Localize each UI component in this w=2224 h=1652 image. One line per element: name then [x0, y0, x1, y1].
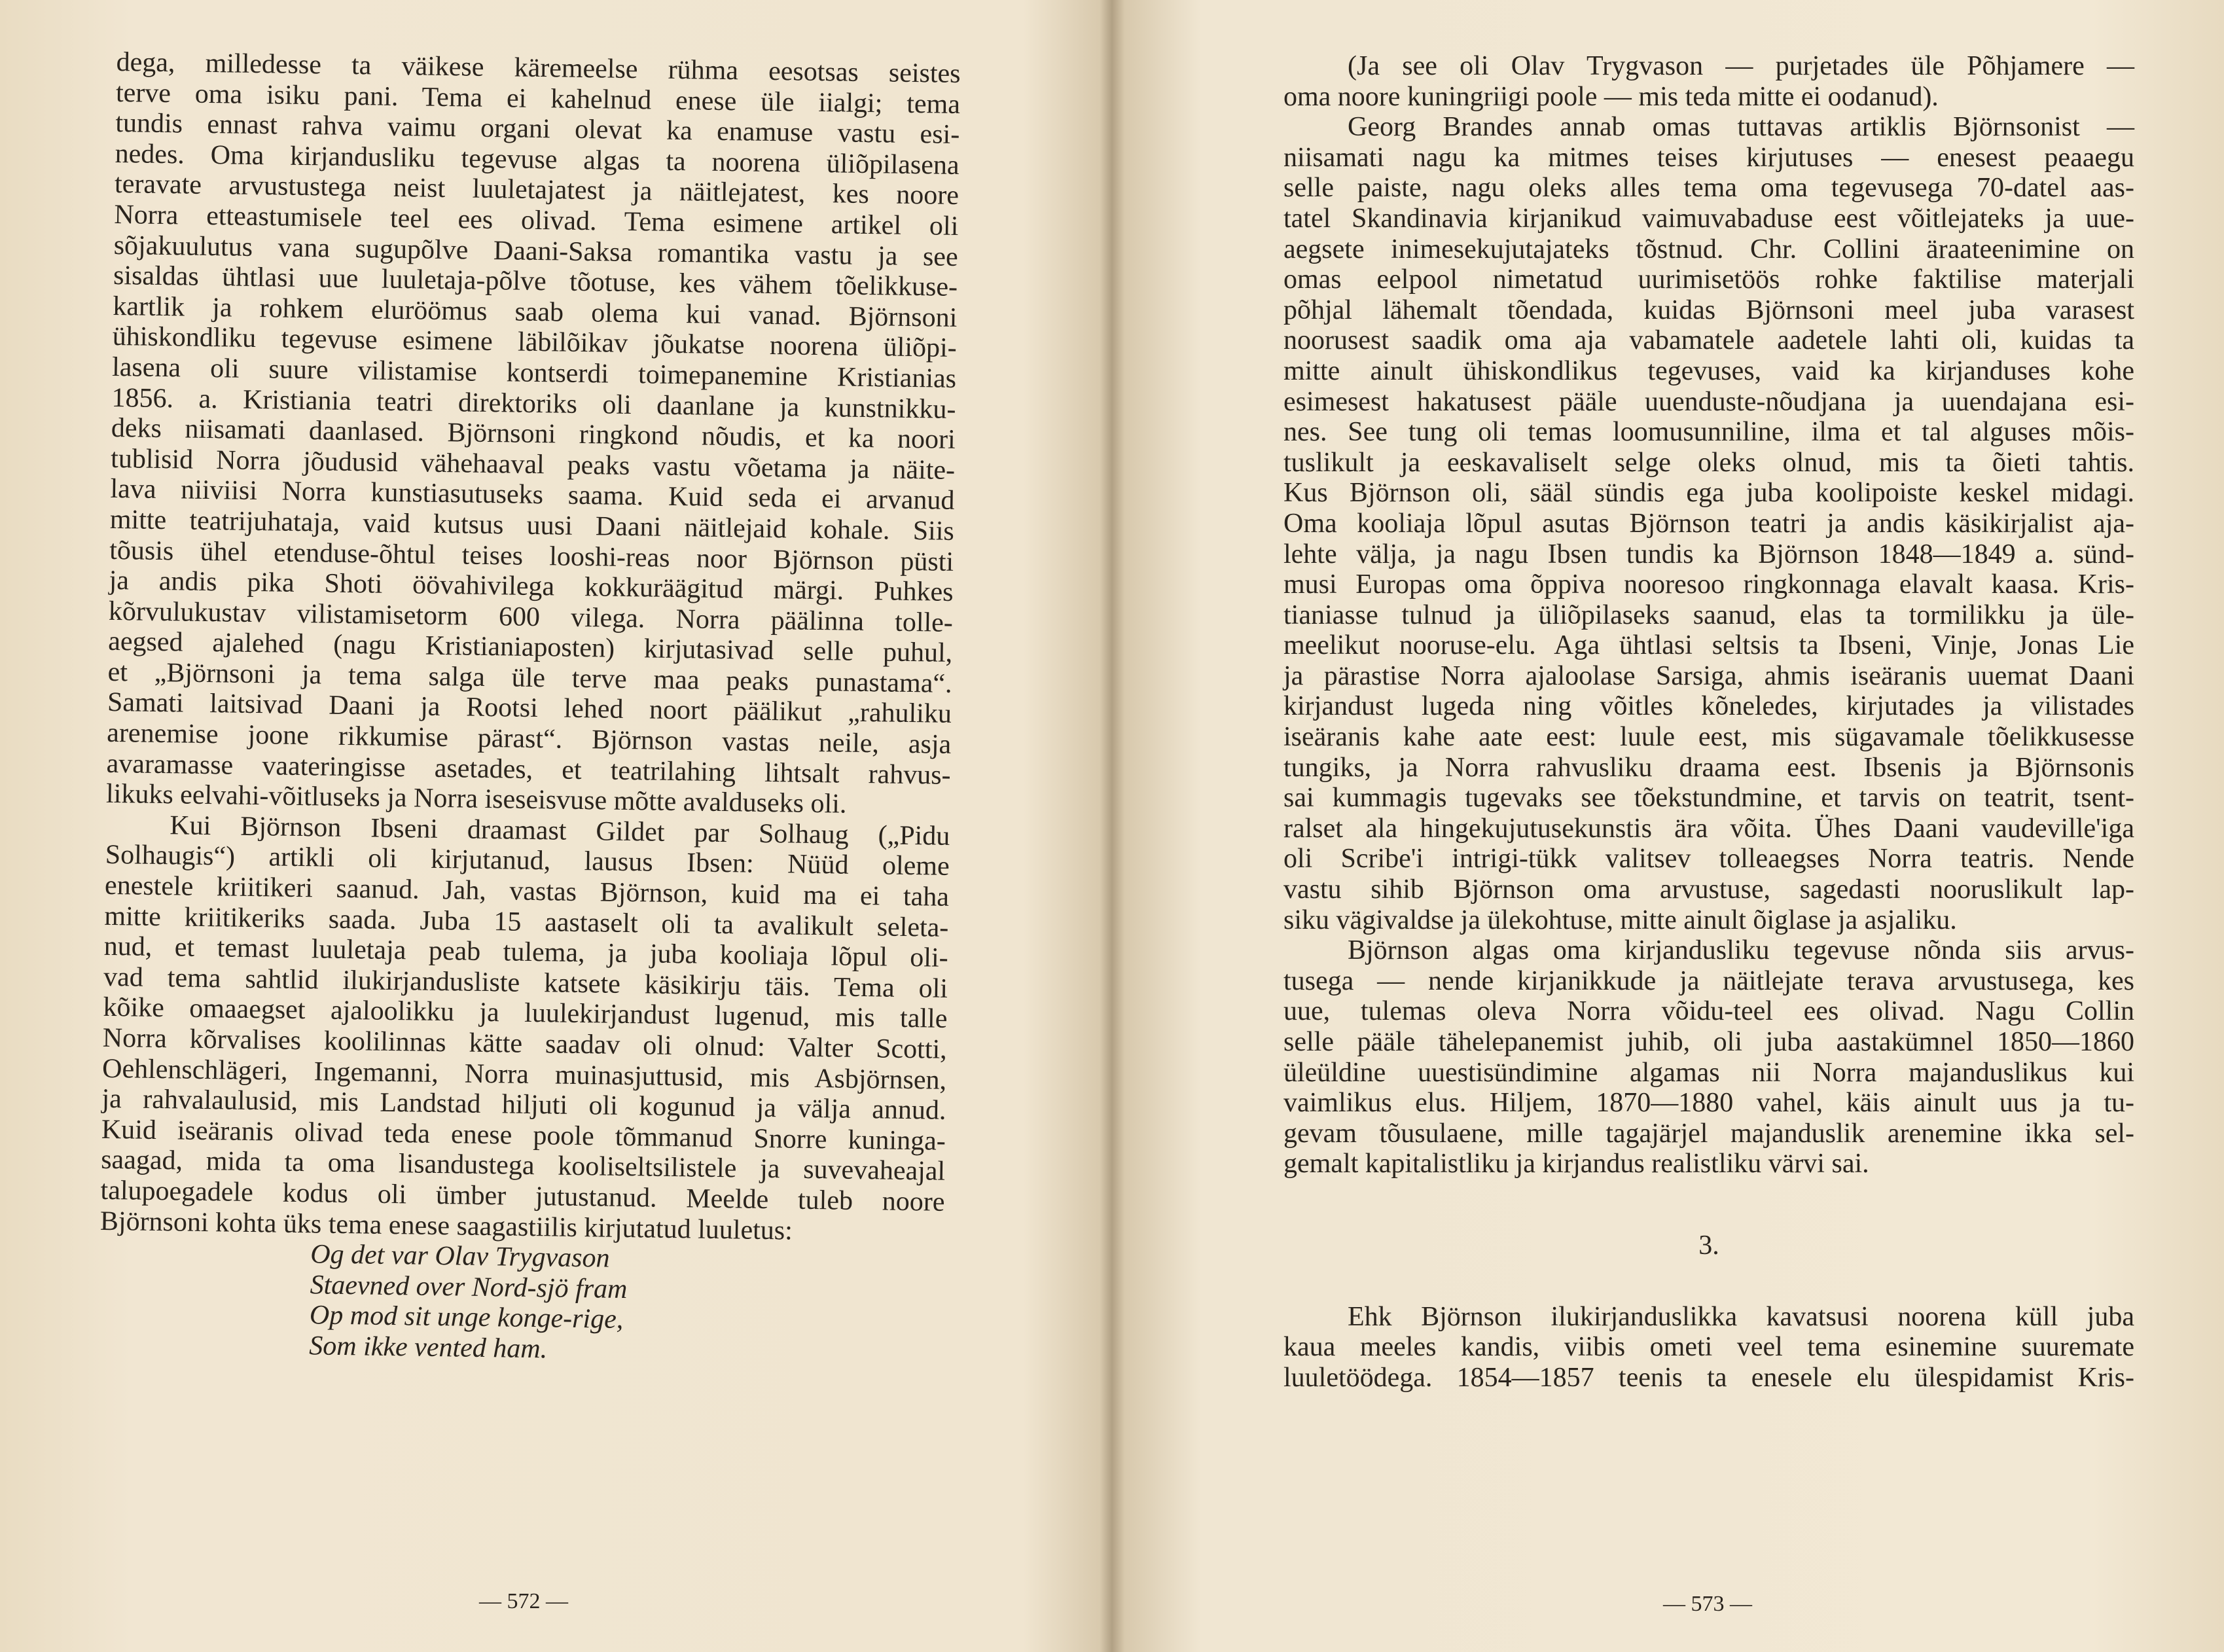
text-line: kartlik ja rohkem eluröömus saab olema kui vanad. Björnsoni [113, 291, 958, 333]
text-line: Björnson algas oma kirjandusliku tegevuse nõnda siis arvus- [1348, 935, 2134, 966]
text-line: aegsete inimesekujutajateks tõstnud. Chr. Collini äraateenimine on [1283, 234, 2134, 264]
poem-line: Op mod sit unge konge-rige, [309, 1300, 624, 1335]
text-line: tõusis ühel etenduse-õhtul teises looshi-reas noor Björnson püsti [109, 535, 954, 577]
text-line: Solhaugis“) artikli oli kirjutanud, lausus Ibsen: Nüüd oleme [105, 840, 950, 882]
text-line: sai kummagis tugevaks see tõekstundmine, et tarvis on teatrit, tsent- [1283, 783, 2134, 814]
text-line: enestele kriitikeri saanud. Jah, vastas Björnson, kuid ma ei taha [104, 870, 950, 912]
text-line: tuslikult ja eeskavaliselt selge oleks olnud, mis ta õieti tahtis. [1283, 447, 2134, 478]
text-line: noorusest saadik oma aja vabamatele aadetele lahti oli, kuidas ta [1283, 325, 2134, 356]
text-line: tungiks, ja Norra rahvusliku draama eest. Ibsenis ja Björnsonis [1283, 752, 2134, 783]
text-line: Georg Brandes annab omas tuttavas artiklis Björnsonist — [1348, 112, 2134, 143]
text-line: Samati laitsivad Daani ja Rootsi lehed noort päälikut „rahuliku [107, 687, 952, 730]
text-line: et „Björnsoni ja tema salga üle terve maa peaks punastama“. [107, 656, 952, 699]
text-line: mitte kriitikeriks saada. Juba 15 aastaselt oli ta avalikult seleta- [104, 901, 949, 943]
text-line: nedes. Oma kirjandusliku tegevuse algas ta noorena üliõpilasena [115, 138, 960, 181]
text-line: (Ja see oli Olav Trygvason — purjetades üle Põhjamere — [1348, 51, 2134, 81]
text-line: ja andis pika Shoti öövahivilega kokkuräägitud märgi. Puhkes [109, 566, 954, 608]
text-line: 1856. a. Kristiania teatri direktoriks oli daanlane ja kunstnikku- [111, 382, 956, 425]
text-line: esimesest hakatusest pääle uuenduste-nõudjana ja uuendajana esi- [1283, 386, 2134, 417]
page-number-left: — 572 — [479, 1589, 568, 1613]
text-line: gemalt kapitalistliku ja kirjandus realistliku värvi sai. [1283, 1149, 1869, 1179]
text-line: Björnsoni kohta üks tema enese saagastiilis kirjutatud luuletus: [99, 1206, 793, 1246]
text-line: terve oma isiku pani. Tema ei kahelnud enese üle iialgi; tema [115, 77, 961, 120]
text-line: Kus Björnson oli, sääl sündis ega juba koolipoiste keskel midagi. [1283, 478, 2134, 509]
text-line: Norra etteastumisele teel ees olivad. Tema esimene artikel oli [114, 199, 959, 242]
text-line: tianiasse tulnud ja üliõpilaseks saanud, elas ta tormilikku ja üle- [1283, 600, 2134, 630]
text-line: uue, tulemas oleva Norra võidu-teel ees olivad. Nagu Collin [1283, 996, 2134, 1027]
text-line: selle paiste, nagu oleks alles tema oma tegevusega 70-datel aas- [1283, 173, 2134, 204]
text-line: ja pärastise Norra ajaloolase Sarsiga, ahmis iseäranis uuemat Daani [1283, 660, 2134, 691]
text-line: kaua meeles kandis, viibis ometi veel tema esinemine suuremate [1283, 1332, 2134, 1363]
text-line: tusega — nende kirjanikkude ja näitlejate terava arvustusega, kes [1283, 965, 2134, 996]
text-line: aegsed ajalehed (nagu Kristianiaposten) kirjutasivad selle puhul, [107, 626, 953, 669]
text-line: kõike omaaegset ajaloolikku ja luulekirjandust lugenud, mis talle [103, 992, 948, 1035]
text-line: lehte välja, ja nagu Ibsen tundis ka Björnson 1848—1849 a. sünd- [1283, 539, 2134, 569]
text-line: oli Scribe'i intrigi-tükk valitsev tolleaegses Norra teatris. Nende [1283, 844, 2134, 874]
text-line: nud, et temast luuletaja peab tulema, ja juba kooliaja lõpul oli- [103, 931, 949, 974]
text-line: Ehk Björnson ilukirjanduslikka kavatsusi noorena küll juba [1348, 1301, 2134, 1332]
text-line: kirjandust lugeda ning võitles kõneledes, kirjutades ja vilistades [1283, 691, 2134, 722]
text-line: gevam tõusulaene, mille tagajärjel majanduslik arenemine ikka sel- [1283, 1118, 2134, 1149]
text-line: vastu sihib Björnson oma arvustuse, sagedasti nooruslikult lap- [1283, 874, 2134, 905]
poem-line: Som ikke vented ham. [309, 1331, 548, 1365]
text-line: mitte ainult ühiskondlikus tegevuses, vaid ka kirjanduses kohe [1283, 355, 2134, 386]
text-line: dega, milledesse ta väikese käremeelse rühma eesotsas seistes [116, 47, 961, 90]
text-line: oma noore kuningriigi poole — mis teda mitte ei oodanud). [1283, 81, 1939, 112]
text-line: siku vägivaldse ja ülekohtuse, mitte ainult õiglase ja asjaliku. [1283, 905, 1957, 935]
text-line: niisamati nagu ka mitmes teises kirjutuses — enesest peaaegu [1283, 142, 2134, 173]
text-line: iseäranis kahe aate eest: luule eest, mis sügavamale tõelikkusesse [1283, 722, 2134, 753]
text-line: Kui Björnson Ibseni draamast Gildet par Solhaug („Pidu [170, 810, 950, 852]
text-line: deks niisamati daanlased. Björnsoni ringkond nõudis, et ka noori [111, 413, 956, 456]
page-number-right: — 573 — [1663, 1592, 1752, 1616]
text-line: Kuid iseäranis olivad teda enese poole tõmmanud Snorre kuninga- [101, 1114, 946, 1157]
text-line: ralset ala hingekujutusekunstis ära võita. Ühes Daani vaudeville'iga [1283, 813, 2134, 844]
text-line: saagad, mida ta oma lisandustega kooliseltsilistele ja suvevaheajal [100, 1145, 946, 1187]
text-line: likuks eelvahi-võitluseks ja Norra iseseisvuse mõtte avalduseks oli. [105, 779, 847, 819]
section-number: 3. [1698, 1230, 1719, 1261]
text-line: teravate arvustustega neist luuletajatest ja näitlejatest, kes noore [114, 169, 960, 211]
right-page-text [1283, 51, 2134, 1393]
text-line: vad tema sahtlid ilukirjandusliste katsete käsikirju täis. Tema oli [103, 961, 948, 1004]
text-line: mitte teatrijuhataja, vaid kutsus uusi Daani näitlejaid kohale. Siis [109, 504, 955, 547]
poem-line: Og det var Olav Trygvason [310, 1239, 610, 1274]
text-line: üleüldine uuestisündimine algamas nii Norra majanduslikus kui [1283, 1057, 2134, 1088]
text-line: ühiskondliku tegevuse esimene läbilõikav jõukatse noorena üliõpi- [112, 321, 958, 364]
poem-quote [98, 1236, 944, 1370]
text-line: vaimlikus elus. Hiljem, 1870—1880 vahel, käis ainult uus ja tu- [1283, 1088, 2134, 1119]
text-line: ja rahvalaulusid, mis Landstad hiljuti oli kogunud ja välja annud. [101, 1084, 946, 1126]
text-line: sisaldas ühtlasi uue luuletaja-põlve tõotuse, kes vähem tõelikkuse- [113, 260, 958, 303]
text-line: tublisid Norra jõudusid vähehaaval peaks vastu võetama ja näite- [110, 443, 956, 486]
left-page-text [98, 47, 961, 1370]
text-line: Norra kõrvalises koolilinnas kätte saadav oli olnud: Valter Scotti, [102, 1022, 948, 1065]
text-line: Oehlenschlägeri, Ingemanni, Norra muinasjuttusid, mis Asbjörnsen, [101, 1053, 947, 1096]
text-line: luuletöödega. 1854—1857 teenis ta enesele elu ülespidamist Kris- [1283, 1362, 2134, 1393]
text-line: põhjal lähemalt tõendada, kuidas Björnsoni meel juba varasest [1283, 295, 2134, 325]
text-line: omas eelpool nimetatud uurimisetöös rohke faktilise materjali [1283, 264, 2134, 295]
text-line: tatel Skandinavia kirjanikud vaimuvabaduse eest võitlejateks ja uue- [1283, 203, 2134, 234]
right-page [1112, 0, 2224, 1652]
text-line: Oma kooliaja lõpul asutas Björnson teatri ja andis käsikirjalist aja- [1283, 508, 2134, 539]
text-line: avaramasse vaateringisse asetades, et teatrilahing lihtsalt rahvus- [106, 748, 951, 791]
text-line: sõjakuulutus vana sugupõlve Daani-Saksa romantika vastu ja see [113, 230, 958, 272]
text-line: nes. See tung oli temas loomusunniline, ilma et tal alguses mõis- [1283, 417, 2134, 448]
text-line: lava niiviisi Norra kunstiasutuseks saama. Kuid seda ei arvanud [110, 474, 955, 516]
text-line: kõrvulukustav vilistamisetorm 600 vilega. Norra päälinna tolle- [108, 596, 954, 638]
text-line: lasena oli suure vilistamise kontserdi toimepanemine Kristianias [111, 351, 957, 394]
text-line: tundis ennast rahva vaimu organi olevat ka enamuse vastu esi- [115, 108, 960, 151]
poem-line: Staevned over Nord-sjö fram [310, 1270, 628, 1304]
text-line: meelikut nooruse-elu. Aga ühtlasi seltsis ta Ibseni, Vinje, Jonas Lie [1283, 630, 2134, 661]
text-line: arenemise joone rikkumise pärast“. Björnson vastas neile, asja [107, 717, 952, 760]
text-line: talupoegadele kodus oli ümber jutustanud. Meelde tuleb noore [100, 1175, 945, 1217]
text-line: selle pääle tähelepanemist juhib, oli juba aastakümnel 1850—1860 [1283, 1027, 2134, 1057]
text-line: musi Europas oma õppiva nooresoo ringkonnaga elavalt kaasa. Kris- [1283, 569, 2134, 600]
